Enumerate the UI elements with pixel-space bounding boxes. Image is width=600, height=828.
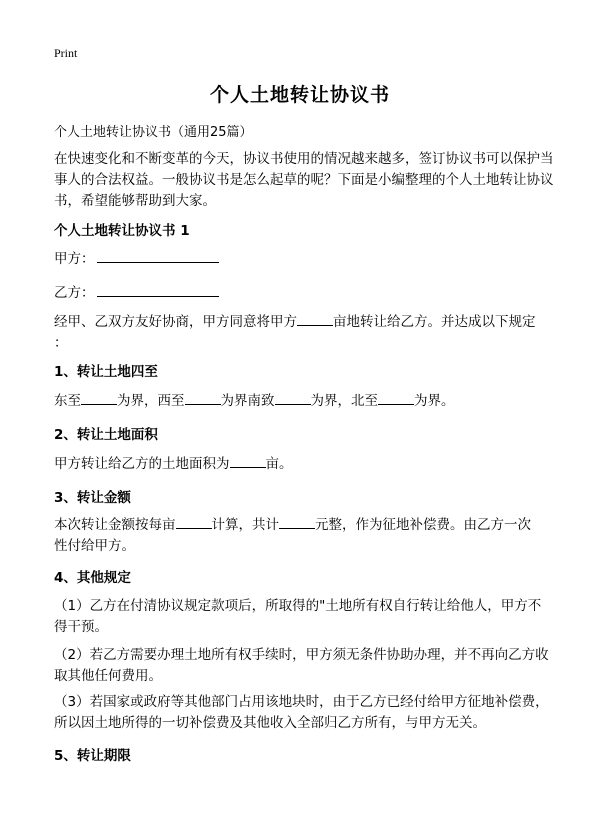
party-b-label: 乙方： [54, 285, 95, 301]
agree-text-3: ： [54, 335, 68, 351]
amount-text-4: 性付给甲方。 [54, 538, 135, 554]
heading-area: 2、转让土地面积 [54, 427, 158, 443]
agreement-paragraph [54, 311, 554, 354]
heading-term: 5、转让期限 [54, 748, 131, 764]
blank-west [185, 390, 221, 405]
per-mu-blank [176, 514, 212, 529]
blank-south [275, 390, 311, 405]
area-text-1: 甲方转让给乙方的土地面积为 [54, 456, 230, 472]
amount-text-1: 本次转让金额按每亩 [54, 517, 176, 533]
area-text-2: 亩。 [265, 456, 293, 472]
boundary-west: 为界，西至 [117, 393, 185, 409]
intro-paragraph: 在快速变化和不断变革的今天，协议书使用的情况越来越多，签订协议书可以保护当事人的合法权益。一般协议书是怎么起草的呢？下面是小编整理的个人土地转让协议书，希望能够帮助到大家。 [54, 151, 554, 209]
party-a-label: 甲方： [54, 251, 95, 267]
amount-text-2: 计算，共计 [211, 517, 279, 533]
party-a-row [54, 249, 554, 270]
rule-3: （3）若国家或政府等其他部门占用该地块时，由于乙方已经付给甲方征地补偿费，所以因土地所得的一切补偿费及其他收入全部归乙方所有，与甲方无关。 [54, 694, 549, 731]
agree-text-2: 亩地转让给乙方。并达成以下规定 [333, 314, 536, 330]
amount-paragraph [54, 514, 554, 557]
area-paragraph [54, 453, 554, 475]
party-b-row [54, 283, 554, 304]
rule-1: （1）乙方在付清协议规定款项后，所取得的"土地所有权自行转让给他人，甲方不得干预。 [54, 598, 542, 635]
boundary-south: 为界南致 [220, 393, 275, 409]
acreage-blank [297, 311, 333, 326]
agree-text-1: 经甲、乙双方友好协商，甲方同意将甲方 [54, 314, 297, 330]
party-b-blank [97, 283, 219, 297]
document-subtitle: 个人土地转让协议书（通用25篇） [54, 125, 253, 140]
heading-amount: 3、转让金额 [54, 490, 131, 506]
document-title: 个人土地转让协议书 [209, 84, 390, 106]
boundary-paragraph [54, 390, 554, 412]
heading-other-rules: 4、其他规定 [54, 570, 131, 586]
amount-text-3: 元整，作为征地补偿费。由乙方一次 [315, 517, 531, 533]
boundary-east: 东至 [54, 393, 81, 409]
area-blank [230, 453, 266, 468]
total-blank [279, 514, 315, 529]
boundary-north: 为界，北至 [310, 393, 378, 409]
boundary-end: 为界。 [414, 393, 455, 409]
blank-north [378, 390, 414, 405]
rule-2: （2）若乙方需要办理土地所有权手续时，甲方须无条件协助办理，并不再向乙方收取其他任何费用。 [54, 647, 549, 684]
heading-boundaries: 1、转让土地四至 [54, 364, 158, 380]
section-title: 个人土地转让协议书 1 [54, 223, 190, 239]
party-a-blank [97, 249, 219, 263]
print-label[interactable]: Print [54, 46, 78, 60]
blank-east [81, 390, 117, 405]
